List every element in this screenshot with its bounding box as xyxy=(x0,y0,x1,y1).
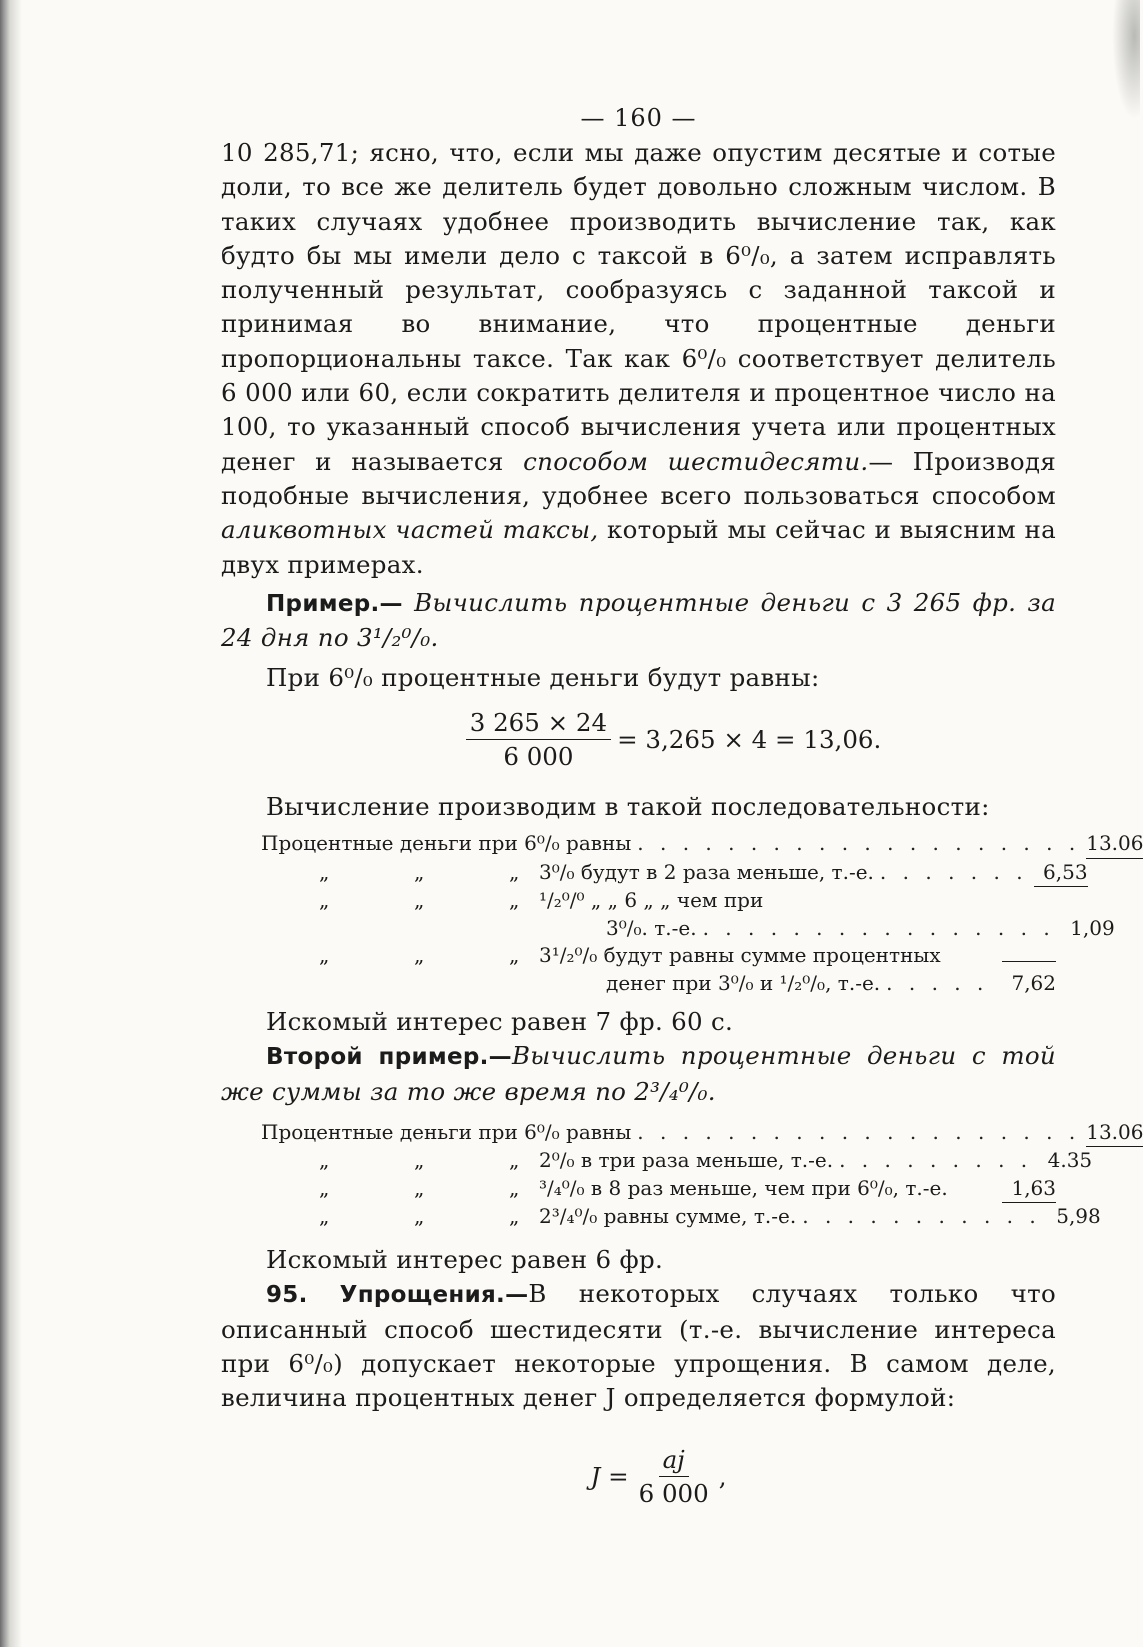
paragraph-1-end: который мы сейчас и выясним на двух примерах. xyxy=(221,515,1057,579)
scan-edge xyxy=(0,0,22,1647)
ditto-mark: „ xyxy=(414,1204,425,1229)
ditto-mark: „ xyxy=(414,1148,425,1173)
paragraph-1-cont: — Производя подобные вычисления, удобнее всего пользоваться способом xyxy=(221,446,1057,510)
ditto-mark: „ xyxy=(509,1204,520,1229)
sequence-intro: Вычисление производим в такой последовательности: xyxy=(266,791,990,821)
formula-example-1 xyxy=(291,710,1056,770)
ditto-mark: „ xyxy=(509,888,520,913)
calc-label: 3¹/₂⁰/₀ будут равны сумме процентных xyxy=(539,943,941,968)
calc-row: „ „ „ 2³/₄⁰/₀ равны сумме, т.-е. . . . . . . . . . . . 5,98 xyxy=(261,1203,1056,1231)
calc-label: Процентные деньги при 6⁰/₀ равны xyxy=(261,1119,632,1144)
example-1-task: Вычислить процентные деньги с 3 265 фр. за 24 дня по 3¹/₂⁰/₀. xyxy=(221,587,1056,653)
section-text: В некоторых случаях только что описанный способ шестидесяти (т.-е. вычисление интереса при 6⁰/₀) допускает некоторые упрощения. В самом деле, величина процентных денег J определяется формулой: xyxy=(221,1279,1056,1413)
ditto-mark: „ xyxy=(509,1148,520,1173)
ditto-mark: „ xyxy=(319,859,330,884)
calc-row xyxy=(261,887,1056,915)
example-1-intro: При 6⁰/₀ процентные деньги будут равны: xyxy=(266,663,820,693)
section-title: Упрощения.— xyxy=(339,1282,529,1309)
example-2-task: Вычислить процентные деньги с той же суммы за то же время по 2³/₄⁰/₀. xyxy=(221,1041,1056,1106)
example-1-label: Пример.— xyxy=(266,590,403,617)
ditto-mark: „ xyxy=(319,888,330,913)
formula-interest xyxy=(261,1445,1056,1508)
section-number: 95. xyxy=(266,1282,308,1309)
formula-result: = 3,265 × 4 = 13,06. xyxy=(617,725,882,755)
calculation-table-2 xyxy=(261,1119,1143,1231)
fraction xyxy=(635,1445,713,1508)
calc-value: 5,98 xyxy=(1056,1204,1101,1229)
calc-label: 3⁰/₀. т.-е. xyxy=(606,915,697,940)
ditto-mark: „ xyxy=(319,1148,330,1173)
calc-label: ³/₄⁰/₀ в 8 раз меньше, чем при 6⁰/₀, т.-е. xyxy=(539,1175,948,1200)
fraction-numerator: 3 265 × 24 xyxy=(466,708,611,740)
ditto-mark: „ xyxy=(319,1204,330,1229)
calc-row: „ „ „ 3⁰/₀ будут в 2 раза меньше, т.-е. . . . . . . . 6,53 xyxy=(261,859,1056,888)
calc-row: Процентные деньги при 6⁰/₀ равны . . . . . . . . . . . . . . . . . . . . 13.06 xyxy=(261,1119,1056,1148)
example-1-result: Искомый интерес равен 7 фр. 60 с. xyxy=(266,1007,734,1037)
fraction-denominator: 6 000 xyxy=(503,742,574,772)
calc-label: 3⁰/₀ будут в 2 раза меньше, т.-е. xyxy=(539,859,874,884)
calc-value: 7,62 xyxy=(1011,970,1056,995)
term-sixty-method: способом шестидесяти. xyxy=(523,446,869,476)
example-1-heading xyxy=(221,586,1056,656)
calc-label: ¹/₂⁰/⁰ „ „ 6 „ „ чем при xyxy=(539,888,764,913)
calc-value: 13.06 xyxy=(1086,830,1143,859)
calc-label: Процентные деньги при 6⁰/₀ равны xyxy=(261,831,632,856)
calc-value: 4.35 xyxy=(1047,1148,1093,1173)
calc-value: 6,53 xyxy=(1034,859,1088,888)
calc-value xyxy=(1002,961,1056,962)
calc-row: денег при 3⁰/₀ и ¹/₂⁰/₀, т.-е. . . . . . 7,62 xyxy=(261,970,1056,998)
calc-label: денег при 3⁰/₀ и ¹/₂⁰/₀, т.-е. xyxy=(606,970,881,995)
fraction-denominator: 6 000 xyxy=(638,1479,709,1509)
calc-label: 2³/₄⁰/₀ равны сумме, т.-е. xyxy=(539,1204,797,1229)
fraction xyxy=(466,708,611,771)
example-2-label: Второй пример.— xyxy=(266,1044,512,1071)
formula-tail: , xyxy=(718,1462,727,1492)
calc-value: 13.06 xyxy=(1086,1119,1143,1148)
section-95 xyxy=(221,1277,1056,1415)
calc-value: 1,63 xyxy=(1002,1175,1056,1204)
ditto-mark: „ xyxy=(414,859,425,884)
ditto-mark: „ xyxy=(414,943,425,968)
page xyxy=(221,100,1143,1509)
calculation-table-1 xyxy=(261,830,1143,997)
calc-value: 1,09 xyxy=(1070,915,1115,940)
calc-row xyxy=(261,1175,1056,1204)
ditto-mark: „ xyxy=(414,1175,425,1200)
term-aliquot-parts: аликвотных частей таксы, xyxy=(221,515,599,545)
calc-row: Процентные деньги при 6⁰/₀ равны . . . . . . . . . . . . . . . . . . . . 13.06 xyxy=(261,830,1056,859)
page-number: — 160 — xyxy=(580,104,697,132)
calc-row: 3⁰/₀. т.-е. . . . . . . . . . . . . . . . . 1,09 xyxy=(261,915,1056,943)
calc-row: „ „ „ 2⁰/₀ в три раза меньше, т.-е. . . . . . . . . . 4.35 xyxy=(261,1147,1056,1175)
ditto-mark: „ xyxy=(509,859,520,884)
paragraph-1-text: 10 285,71; ясно, что, если мы даже опустим десятые и сотые доли, то все же делитель будет довольно сложным числом. В таких случаях удобнее производить вычисление так, как будто бы мы имели дело с таксой в 6⁰/₀, а затем исправлять полученный результат, сообразуясь с заданной таксой и принимая во внимание, что процентные деньги пропорциональны таксе. Так как 6⁰/₀ соответствует делитель 6 000 или 60, если сократить делителя и процентное число на 100, то указанный способ вычисления учета или процентных денег и называется xyxy=(221,138,1056,476)
example-2-heading xyxy=(221,1039,1056,1109)
paragraph-1 xyxy=(221,136,1056,582)
scan-edge xyxy=(1112,0,1140,120)
ditto-mark: „ xyxy=(509,1175,520,1200)
ditto-mark: „ xyxy=(509,943,520,968)
example-2-result: Искомый интерес равен 6 фр. xyxy=(266,1244,664,1274)
formula-lhs: J = xyxy=(590,1462,629,1492)
ditto-mark: „ xyxy=(319,943,330,968)
fraction-numerator: aj xyxy=(659,1445,689,1477)
ditto-mark: „ xyxy=(319,1175,330,1200)
calc-row xyxy=(261,942,1056,970)
calc-label: 2⁰/₀ в три раза меньше, т.-е. xyxy=(539,1148,834,1173)
ditto-mark: „ xyxy=(414,888,425,913)
